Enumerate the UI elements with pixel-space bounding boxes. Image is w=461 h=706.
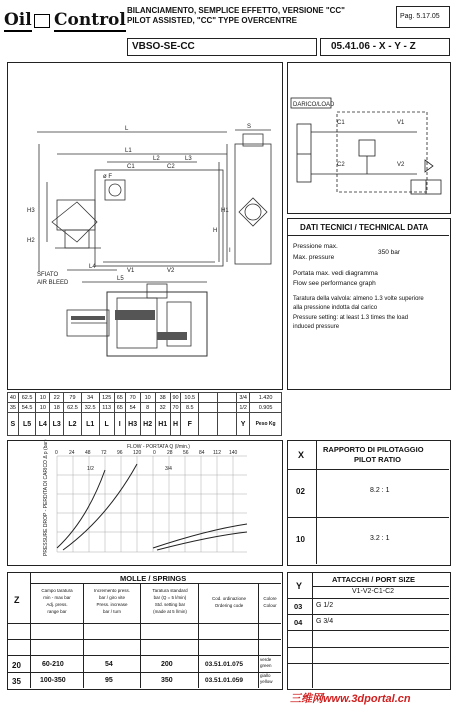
spring-colour-20: verde green bbox=[260, 657, 272, 668]
dim-header: H bbox=[170, 413, 181, 436]
page-ref: Pag. 5.17.05 bbox=[400, 13, 440, 20]
dim-cell: 32 bbox=[155, 403, 170, 413]
spring-incr-35: 95 bbox=[105, 677, 113, 684]
spring-colour-35: giallo yellow bbox=[260, 673, 273, 684]
tick-label: 56 bbox=[183, 450, 189, 456]
col-std-3: Std. setting bar bbox=[154, 602, 186, 607]
dim-header: H1 bbox=[155, 413, 170, 436]
dims-header-row bbox=[8, 413, 282, 436]
tick-label: 112 bbox=[213, 450, 221, 456]
title-en: PILOT ASSISTED, "CC" TYPE OVERCENTRE bbox=[127, 16, 297, 25]
springs-z-head: Z bbox=[14, 595, 20, 605]
hydraulic-circuit bbox=[287, 62, 451, 214]
dim-f: ø F bbox=[103, 174, 112, 180]
circuit-v2: V2 bbox=[397, 162, 405, 168]
dim-header: Peso Kg bbox=[250, 413, 282, 436]
logo-control: Control bbox=[54, 10, 126, 30]
port-v2: V2 bbox=[167, 268, 175, 274]
spring-std-20: 200 bbox=[161, 661, 173, 668]
springs-panel bbox=[7, 572, 283, 690]
col-code-2: Ordering code bbox=[214, 603, 244, 608]
dim-cell: 38 bbox=[155, 393, 170, 403]
ratio-x-02: 02 bbox=[296, 487, 305, 496]
dim-l5: L5 bbox=[117, 276, 124, 282]
watermark: 三维网www.3dportal.cn bbox=[290, 693, 411, 705]
dim-l: L bbox=[125, 126, 129, 132]
ports-panel bbox=[287, 572, 451, 690]
port-y-03: 03 bbox=[294, 602, 303, 611]
col-incr-1: Incremento press. bbox=[93, 588, 130, 593]
dim-cell: 10.5 bbox=[181, 393, 199, 403]
curve-label-1-2: 1/2 bbox=[87, 466, 94, 472]
dim-cell: 34 bbox=[81, 393, 99, 403]
dim-h3: H3 bbox=[27, 208, 35, 214]
port-c2: C2 bbox=[167, 164, 175, 170]
spring-std-35: 350 bbox=[161, 677, 173, 684]
pilot-ratio-panel bbox=[287, 440, 451, 566]
circuit-c2: C2 bbox=[337, 162, 345, 168]
page-ref-box bbox=[396, 6, 450, 28]
tick-label: 84 bbox=[199, 450, 205, 456]
dims-row-1 bbox=[8, 393, 282, 403]
flow-it: Portata max. vedi diagramma bbox=[293, 270, 378, 277]
dim-l1: L1 bbox=[125, 148, 132, 154]
tick-label: 48 bbox=[85, 450, 91, 456]
dim-cell: 0.905 bbox=[250, 403, 282, 413]
logo-oil: Oil bbox=[4, 10, 32, 30]
dim-header: H3 bbox=[125, 413, 140, 436]
dim-cell: 1.420 bbox=[250, 393, 282, 403]
tick-label: 28 bbox=[167, 450, 173, 456]
dim-l3: L3 bbox=[185, 156, 192, 162]
dim-cell: 70 bbox=[125, 393, 140, 403]
spring-z-20: 20 bbox=[12, 661, 21, 670]
dimensions-table bbox=[7, 392, 282, 436]
circuit-c1: C1 bbox=[337, 120, 345, 126]
dim-cell: 54.5 bbox=[18, 403, 36, 413]
dim-cell: 32.5 bbox=[81, 403, 99, 413]
dim-header: I bbox=[114, 413, 125, 436]
ports-sub: V1-V2-C1-C2 bbox=[352, 588, 395, 595]
pressure-it: Pressione max. bbox=[293, 243, 338, 250]
col-range-1: Campo taratura bbox=[41, 588, 73, 593]
tick-label: 96 bbox=[117, 450, 123, 456]
dim-cell: 8.5 bbox=[181, 403, 199, 413]
dim-cell: 90 bbox=[170, 393, 181, 403]
dim-h1: H1 bbox=[221, 208, 229, 214]
col-colour-2: Colour bbox=[263, 603, 277, 608]
tick-label: 72 bbox=[101, 450, 107, 456]
model-name: VBSO-SE-CC bbox=[132, 41, 195, 52]
circuit-load-label: DARICO/LOAD bbox=[293, 102, 335, 108]
dim-cell: 79 bbox=[64, 393, 82, 403]
ratio-x-head: X bbox=[298, 450, 305, 460]
ratio-title-it: RAPPORTO DI PILOTAGGIO bbox=[323, 445, 424, 454]
dim-h: H bbox=[213, 228, 218, 234]
dim-cell: 54 bbox=[125, 403, 140, 413]
dim-cell: 10 bbox=[36, 393, 50, 403]
dim-cell: 125 bbox=[99, 393, 114, 403]
dim-header: H2 bbox=[140, 413, 155, 436]
dim-cell: 10 bbox=[36, 403, 50, 413]
dim-cell: 65 bbox=[114, 393, 125, 403]
dim-cell: 18 bbox=[50, 403, 64, 413]
col-std-2: bar (Q = 5 l/min) bbox=[153, 595, 187, 600]
col-incr-3: Press. increase bbox=[96, 602, 128, 607]
spring-range-20: 60-210 bbox=[42, 661, 64, 668]
dim-cell: 65 bbox=[114, 403, 125, 413]
dim-header bbox=[199, 413, 218, 436]
pressure-value: 350 bar bbox=[378, 249, 401, 256]
setting-en-1: Pressure setting: at least 1.3 times the load bbox=[293, 315, 409, 321]
dim-header: Y bbox=[237, 413, 250, 436]
col-incr-4: bar / turn bbox=[102, 609, 121, 614]
dim-cell: 35 bbox=[8, 403, 19, 413]
dim-cell: 3/4 bbox=[237, 393, 250, 403]
dim-cell bbox=[199, 393, 218, 403]
col-range-4: range bar bbox=[47, 609, 67, 614]
col-std-4: (made at 5 l/min) bbox=[153, 609, 187, 614]
dim-cell: 1/2 bbox=[237, 403, 250, 413]
dim-header: L2 bbox=[64, 413, 82, 436]
dim-s: S bbox=[247, 124, 252, 130]
air-bleed-en: AIR BLEED bbox=[37, 280, 69, 286]
dim-header: L1 bbox=[81, 413, 99, 436]
logo bbox=[4, 8, 126, 38]
ratio-x-10: 10 bbox=[296, 535, 305, 544]
col-incr-2: bar / giro vite bbox=[98, 595, 125, 600]
dim-header bbox=[218, 413, 237, 436]
spring-range-35: 100-350 bbox=[40, 677, 66, 684]
port-c1: C1 bbox=[127, 164, 135, 170]
dim-l2: L2 bbox=[153, 156, 160, 162]
ports-y-head: Y bbox=[296, 581, 303, 591]
dim-header: S bbox=[8, 413, 19, 436]
dims-row-2 bbox=[8, 403, 282, 413]
dim-header: L5 bbox=[18, 413, 36, 436]
tick-label: 24 bbox=[69, 450, 75, 456]
dim-header: L4 bbox=[36, 413, 50, 436]
dim-header: L bbox=[99, 413, 114, 436]
col-range-2: min - max bar bbox=[43, 595, 71, 600]
setting-en-2: induced pressure bbox=[293, 324, 340, 330]
circuit-v1: V1 bbox=[397, 120, 405, 126]
flow-en: Flow see performance graph bbox=[293, 280, 376, 287]
dim-i: I bbox=[229, 248, 231, 254]
title-it: BILANCIAMENTO, SEMPLICE EFFETTO, VERSIONE "CC" bbox=[127, 6, 345, 15]
dim-cell: 62.5 bbox=[18, 393, 36, 403]
dim-cell: 70 bbox=[170, 403, 181, 413]
col-range-3: Adj. press. bbox=[46, 602, 68, 607]
dim-cell: 10 bbox=[140, 393, 155, 403]
graph-y-label: PRESSURE DROP - PERDITA DI CARICO Δ p (bar) bbox=[43, 439, 49, 556]
port-v1: V1 bbox=[127, 268, 135, 274]
ratio-title-en: PILOT RATIO bbox=[354, 455, 401, 464]
tick-label: 140 bbox=[229, 450, 238, 456]
dim-cell: 22 bbox=[50, 393, 64, 403]
pressure-en: Max. pressure bbox=[293, 254, 335, 261]
ports-title: ATTACCHI / PORT SIZE bbox=[332, 575, 416, 584]
graph-top-title: FLOW - PORTATA Q (l/min.) bbox=[127, 444, 190, 450]
dim-l4: L4 bbox=[89, 264, 96, 270]
code-box bbox=[320, 38, 450, 56]
tech-title: DATI TECNICI / TECHNICAL DATA bbox=[300, 223, 429, 232]
setting-it-1: Taratura della valvola: almeno 1.3 volte superiore bbox=[293, 296, 424, 302]
spring-incr-20: 54 bbox=[105, 661, 113, 668]
ratio-val-10: 3.2 : 1 bbox=[370, 535, 390, 542]
performance-graph bbox=[7, 440, 283, 566]
dim-header: F bbox=[181, 413, 199, 436]
valve-drawing bbox=[7, 62, 283, 390]
model-box bbox=[127, 38, 317, 56]
order-code: 05.41.06 - X - Y - Z bbox=[331, 41, 416, 52]
ratio-val-02: 8.2 : 1 bbox=[370, 487, 390, 494]
col-std-1: Taratura standard bbox=[152, 588, 188, 593]
port-val-03: G 1/2 bbox=[316, 602, 334, 609]
curve-label-3-4: 3/4 bbox=[165, 466, 172, 472]
dim-cell bbox=[218, 403, 237, 413]
col-code-1: Cod. ordinazione bbox=[211, 596, 247, 601]
dim-cell: 113 bbox=[99, 403, 114, 413]
tech-data-panel bbox=[287, 218, 451, 390]
dim-cell: 8 bbox=[140, 403, 155, 413]
tick-label: 120 bbox=[133, 450, 142, 456]
dim-cell: 62.5 bbox=[64, 403, 82, 413]
col-colour-1: Colore bbox=[263, 596, 277, 601]
spring-z-35: 35 bbox=[12, 677, 21, 686]
air-bleed-it: SFIATO bbox=[37, 272, 59, 278]
setting-it-2: alla pressione indotta dal carico bbox=[293, 305, 378, 311]
port-val-04: G 3/4 bbox=[316, 618, 334, 625]
dim-cell: 40 bbox=[8, 393, 19, 403]
port-y-04: 04 bbox=[294, 618, 303, 627]
spring-code-20: 03.51.01.075 bbox=[205, 661, 243, 668]
dim-header: L3 bbox=[50, 413, 64, 436]
valve-logo-icon bbox=[34, 14, 50, 28]
springs-title: MOLLE / SPRINGS bbox=[120, 574, 187, 583]
dim-cell bbox=[218, 393, 237, 403]
dim-cell bbox=[199, 403, 218, 413]
spring-code-35: 03.51.01.059 bbox=[205, 677, 243, 684]
tick-label: 0 bbox=[55, 450, 58, 456]
tick-label: 0 bbox=[153, 450, 156, 456]
dim-h2: H2 bbox=[27, 238, 35, 244]
